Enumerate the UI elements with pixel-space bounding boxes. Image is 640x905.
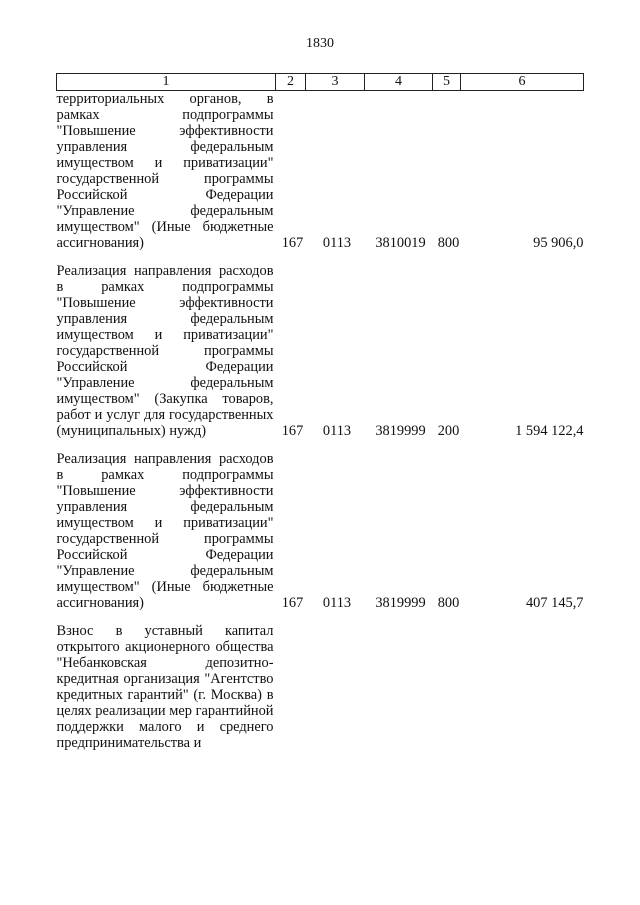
row-description: Взнос в уставный капитал открытого акционерного общества "Небанковская депозитно-кредитная организация "Агентство кредитных гарантий" (г. Москва) в целях реализации мер гарантийной поддержки малого и среднего предпринимательства и xyxy=(56,623,274,751)
budget-table xyxy=(56,73,584,751)
table-row xyxy=(57,451,584,611)
expense-type-code xyxy=(433,623,461,751)
amount xyxy=(461,623,584,751)
section-code: 0113 xyxy=(322,423,352,439)
row-description: Реализация направления расходов в рамках подпрограммы "Повышение эффективности управления федеральным имуществом и приватизации" государственной программы Российской Федерации "Управление федеральным имуществом" (Иные бюджетные ассигнования) xyxy=(56,451,274,611)
ministry-code: 167 xyxy=(281,423,304,439)
row-description: территориальных органов, в рамках подпрограммы "Повышение эффективности управления федеральным имуществом и приватизации" государственной программы Российской Федерации "Управление федеральным имуществом" (Иные бюджетные ассигнования) xyxy=(56,91,274,251)
expense-type-code: 800 xyxy=(437,595,460,611)
column-header-5: 5 xyxy=(433,74,461,91)
expense-type-code: 200 xyxy=(437,423,460,439)
column-header-3: 3 xyxy=(306,74,365,91)
target-article-code: 3819999 xyxy=(375,595,426,611)
table-row xyxy=(57,91,584,252)
page-number: 1830 xyxy=(306,36,334,51)
row-description: Реализация направления расходов в рамках подпрограммы "Повышение эффективности управления федеральным имуществом и приватизации" государственной программы Российской Федерации "Управление федеральным имуществом" (Закупка товаров, работ и услуг для государственных (муниципальных) нужд) xyxy=(56,263,274,439)
expense-type-code: 800 xyxy=(437,235,460,251)
table-row xyxy=(57,623,584,751)
section-code: 0113 xyxy=(322,595,352,611)
target-article-code: 3810019 xyxy=(375,235,426,251)
target-article-code xyxy=(365,623,433,751)
amount: 95 906,0 xyxy=(533,235,584,251)
column-header-6: 6 xyxy=(461,74,584,91)
section-code xyxy=(306,623,365,751)
column-header-1: 1 xyxy=(57,74,276,91)
amount: 1 594 122,4 xyxy=(515,423,584,439)
column-header-2: 2 xyxy=(276,74,306,91)
column-header-4: 4 xyxy=(365,74,433,91)
ministry-code: 167 xyxy=(281,235,304,251)
table-row xyxy=(57,263,584,439)
amount: 407 145,7 xyxy=(525,595,584,611)
ministry-code: 167 xyxy=(281,595,304,611)
column-number-header xyxy=(57,74,584,91)
ministry-code xyxy=(276,623,306,751)
section-code: 0113 xyxy=(322,235,352,251)
target-article-code: 3819999 xyxy=(375,423,426,439)
